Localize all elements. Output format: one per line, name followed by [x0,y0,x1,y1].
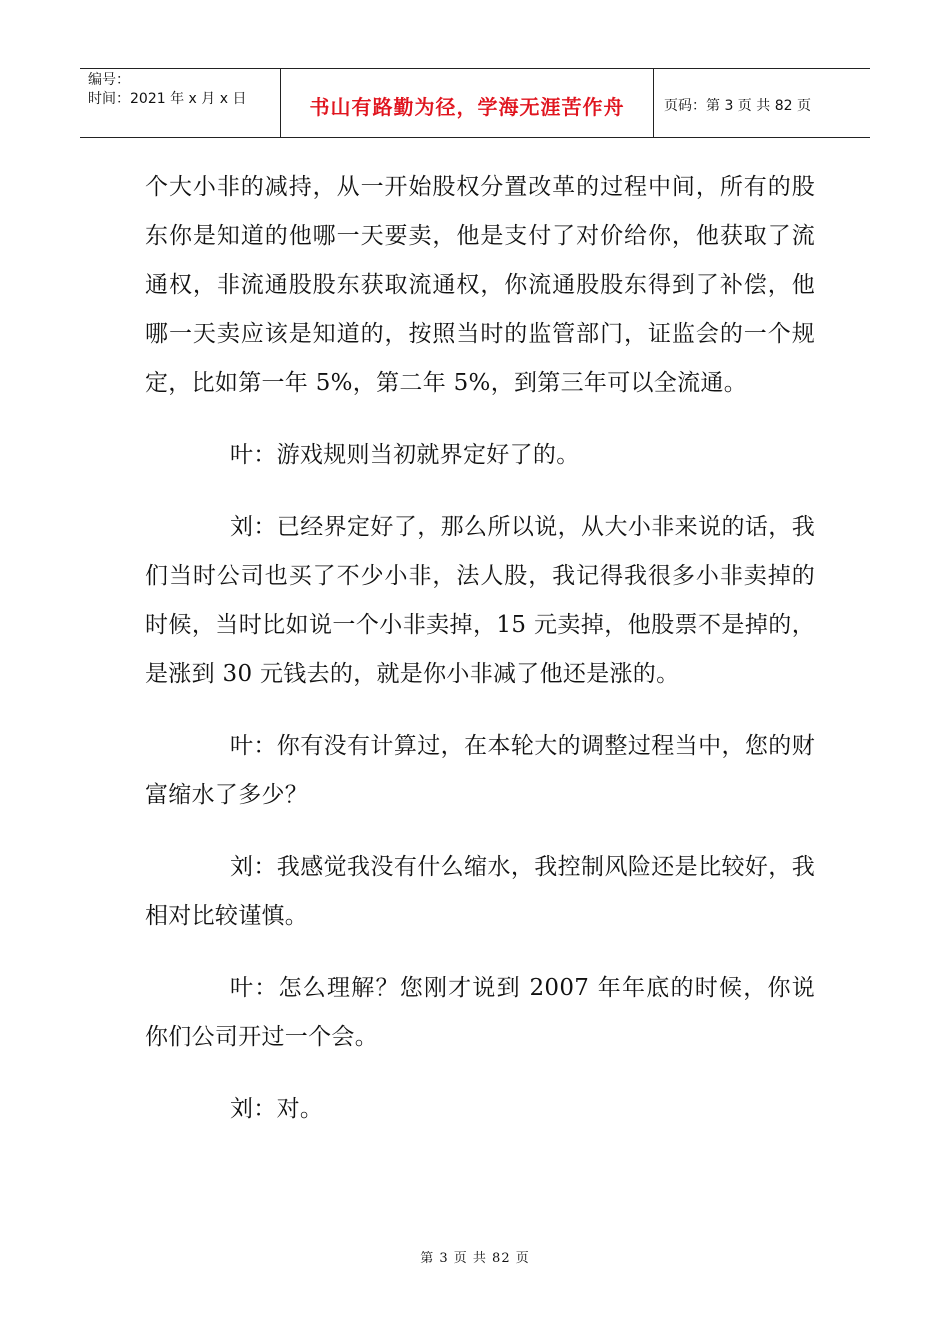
paragraph: 叶：怎么理解？您刚才说到 2007 年年底的时候，你说你们公司开过一个会。 [145,975,815,1050]
paragraph: 刘：我感觉我没有什么缩水，我控制风险还是比较好，我相对比较谨慎。 [145,854,815,929]
document-number-label: 编号： [88,72,130,88]
paragraph: 个大小非的减持，从一开始股权分置改革的过程中间，所有的股东你是知道的他哪一天要卖，他是支付了对价给你，他获取了流通权，非流通股股东获取流通权，你流通股股东得到了补偿，他哪一天卖应该是知道的，按照当时的监管部门，证监会的一个规定，比如第一年 5%，第二年 5%，到第三年可以全流通。 [145,174,815,396]
document-time-label: 时间：2021 年 x 月 x 日 [88,91,247,107]
header-motto: 书山有路勤为径，学海无涯苦作舟 [309,94,625,119]
page-header [80,68,870,138]
document-body [145,163,815,1157]
paragraph: 叶：游戏规则当初就界定好了的。 [230,442,580,468]
header-page-info: 页码：第 3 页 共 82 页 [664,98,811,114]
page-footer: 第 3 页 共 82 页 [420,1251,530,1266]
header-motto-cell [281,69,654,137]
paragraph: 叶：你有没有计算过，在本轮大的调整过程当中，您的财富缩水了多少？ [145,733,815,808]
header-meta-cell [80,69,281,137]
paragraph: 刘：对。 [230,1096,324,1122]
paragraph: 刘：已经界定好了，那么所以说，从大小非来说的话，我们当时公司也买了不少小非，法人股，我记得我很多小非卖掉的时候，当时比如说一个小非卖掉，15 元卖掉，他股票不是掉的，是涨到 30 元钱去的，就是你小非减了他还是涨的。 [145,514,815,687]
header-page-cell [654,69,870,137]
